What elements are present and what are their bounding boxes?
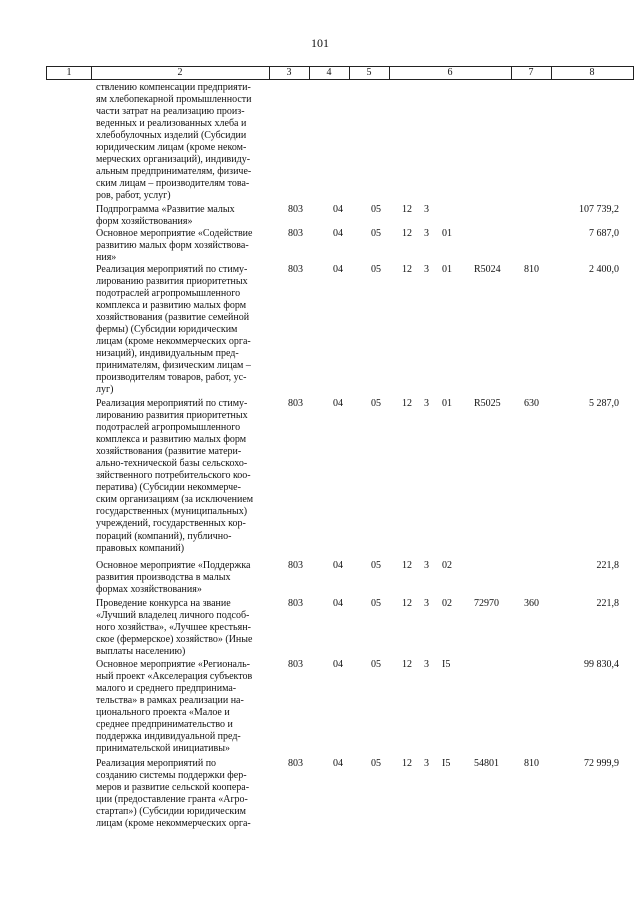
target-article-part-3: 01 xyxy=(442,228,452,239)
section-code: 04 xyxy=(333,264,343,275)
target-article-part-1: 12 xyxy=(402,758,412,769)
header-col-8: 8 xyxy=(589,67,595,78)
target-article-part-1: 12 xyxy=(402,598,412,609)
target-article-part-3: 01 xyxy=(442,398,452,409)
expense-type-code: 630 xyxy=(524,398,539,409)
target-article-part-2: 3 xyxy=(424,264,429,275)
amount: 221,8 xyxy=(596,598,619,609)
amount: 221,8 xyxy=(596,560,619,571)
ved-code: 803 xyxy=(288,204,303,215)
row-description: Подпрограмма «Развитие малых форм хозяйствования» xyxy=(96,204,235,228)
header-col-1: 1 xyxy=(66,67,72,78)
row-description: Основное мероприятие «Поддержка развития производства в малых формах хозяйствования» xyxy=(96,560,251,596)
subsection-code: 05 xyxy=(371,264,381,275)
header-col-2: 2 xyxy=(177,67,183,78)
subsection-code: 05 xyxy=(371,598,381,609)
row-description: Реализация мероприятий по стиму- лированию развития приоритетных подотраслей агропромышленного комплекса и развитию малых форм хозяйствования (развитие семейной фермы) (Субсидии юридическим лицам (кроме некоммерческих орга- низаций), индивидуальным пред- принимателям, физическим лицам – производителям товаров, работ, ус- луг) xyxy=(96,264,251,396)
subsection-code: 05 xyxy=(371,758,381,769)
table-header xyxy=(46,66,634,80)
target-article-part-1: 12 xyxy=(402,659,412,670)
row-description: ствлению компенсации предприяти- ям хлебопекарной промышленности части затрат на реализацию произ- веденных и реализованных хлеба и хлебобулочных изделий (Субсидии юридическим лицам (кроме неком- мерческих организаций), индивиду- альным предпринимателям, физиче- ским лицам – производителям това- ров, работ, услуг) xyxy=(96,82,252,202)
row-description: Основное мероприятие «Содействие развитию малых форм хозяйствова- ния» xyxy=(96,228,253,264)
section-code: 04 xyxy=(333,228,343,239)
target-article-part-4: 72970 xyxy=(474,598,499,609)
target-article-part-4: R5024 xyxy=(474,264,501,275)
target-article-part-2: 3 xyxy=(424,398,429,409)
page-number: 101 xyxy=(311,36,329,50)
header-col-4: 4 xyxy=(326,67,332,78)
section-code: 04 xyxy=(333,560,343,571)
target-article-part-2: 3 xyxy=(424,560,429,571)
target-article-part-3: I5 xyxy=(442,659,451,670)
target-article-part-3: 01 xyxy=(442,264,452,275)
row-description: Основное мероприятие «Региональ- ный проект «Акселерация субъектов малого и среднего предпринима- тельства» в рамках реализации на- ционального проекта «Малое и среднее предпринимательство и поддержка индивидуальной пред- принимательской инициативы» xyxy=(96,659,253,755)
target-article-part-1: 12 xyxy=(402,560,412,571)
ved-code: 803 xyxy=(288,560,303,571)
expense-type-code: 810 xyxy=(524,758,539,769)
target-article-part-1: 12 xyxy=(402,264,412,275)
subsection-code: 05 xyxy=(371,659,381,670)
amount: 99 830,4 xyxy=(584,659,619,670)
target-article-part-1: 12 xyxy=(402,204,412,215)
target-article-part-3: 02 xyxy=(442,560,452,571)
ved-code: 803 xyxy=(288,398,303,409)
section-code: 04 xyxy=(333,758,343,769)
target-article-part-2: 3 xyxy=(424,204,429,215)
expense-type-code: 360 xyxy=(524,598,539,609)
subsection-code: 05 xyxy=(371,228,381,239)
subsection-code: 05 xyxy=(371,204,381,215)
target-article-part-2: 3 xyxy=(424,659,429,670)
ved-code: 803 xyxy=(288,758,303,769)
amount: 7 687,0 xyxy=(589,228,619,239)
header-col-6: 6 xyxy=(447,67,453,78)
target-article-part-4: R5025 xyxy=(474,398,501,409)
row-description: Реализация мероприятий по созданию системы поддержки фер- меров и развитие сельской коопера- ции (предоставление гранта «Агро- стартап») (Субсидии юридическим лицам (кроме некоммерческих орга- xyxy=(96,758,251,830)
row-description: Проведение конкурса на звание «Лучший владелец личного подсоб- ного хозяйства», «Лучшее крестьян- ское (фермерское) хозяйство» (Иные выплаты населению) xyxy=(96,598,253,658)
header-col-3: 3 xyxy=(286,67,292,78)
target-article-part-1: 12 xyxy=(402,228,412,239)
section-code: 04 xyxy=(333,398,343,409)
target-article-part-1: 12 xyxy=(402,398,412,409)
section-code: 04 xyxy=(333,204,343,215)
expense-type-code: 810 xyxy=(524,264,539,275)
section-code: 04 xyxy=(333,598,343,609)
ved-code: 803 xyxy=(288,228,303,239)
row-description: Реализация мероприятий по стиму- лированию развития приоритетных подотраслей агропромышленного комплекса и развитию малых форм хозяйствования (развитие матери- ально-технической базы сельскохо- зяйственного потребительского коо- ператива) (Субсидии некоммерче- ским организациям (за исключением государственных (муниципальных) учреждений, государственных кор- пораций (компаний), публично- правовых компаний) xyxy=(96,398,254,554)
section-code: 04 xyxy=(333,659,343,670)
subsection-code: 05 xyxy=(371,560,381,571)
target-article-part-2: 3 xyxy=(424,598,429,609)
target-article-part-2: 3 xyxy=(424,228,429,239)
target-article-part-2: 3 xyxy=(424,758,429,769)
ved-code: 803 xyxy=(288,659,303,670)
header-col-5: 5 xyxy=(366,67,372,78)
target-article-part-4: 54801 xyxy=(474,758,499,769)
header-col-7: 7 xyxy=(528,67,534,78)
amount: 2 400,0 xyxy=(589,264,619,275)
amount: 107 739,2 xyxy=(579,204,619,215)
ved-code: 803 xyxy=(288,264,303,275)
target-article-part-3: I5 xyxy=(442,758,451,769)
amount: 5 287,0 xyxy=(589,398,619,409)
amount: 72 999,9 xyxy=(584,758,619,769)
ved-code: 803 xyxy=(288,598,303,609)
target-article-part-3: 02 xyxy=(442,598,452,609)
subsection-code: 05 xyxy=(371,398,381,409)
